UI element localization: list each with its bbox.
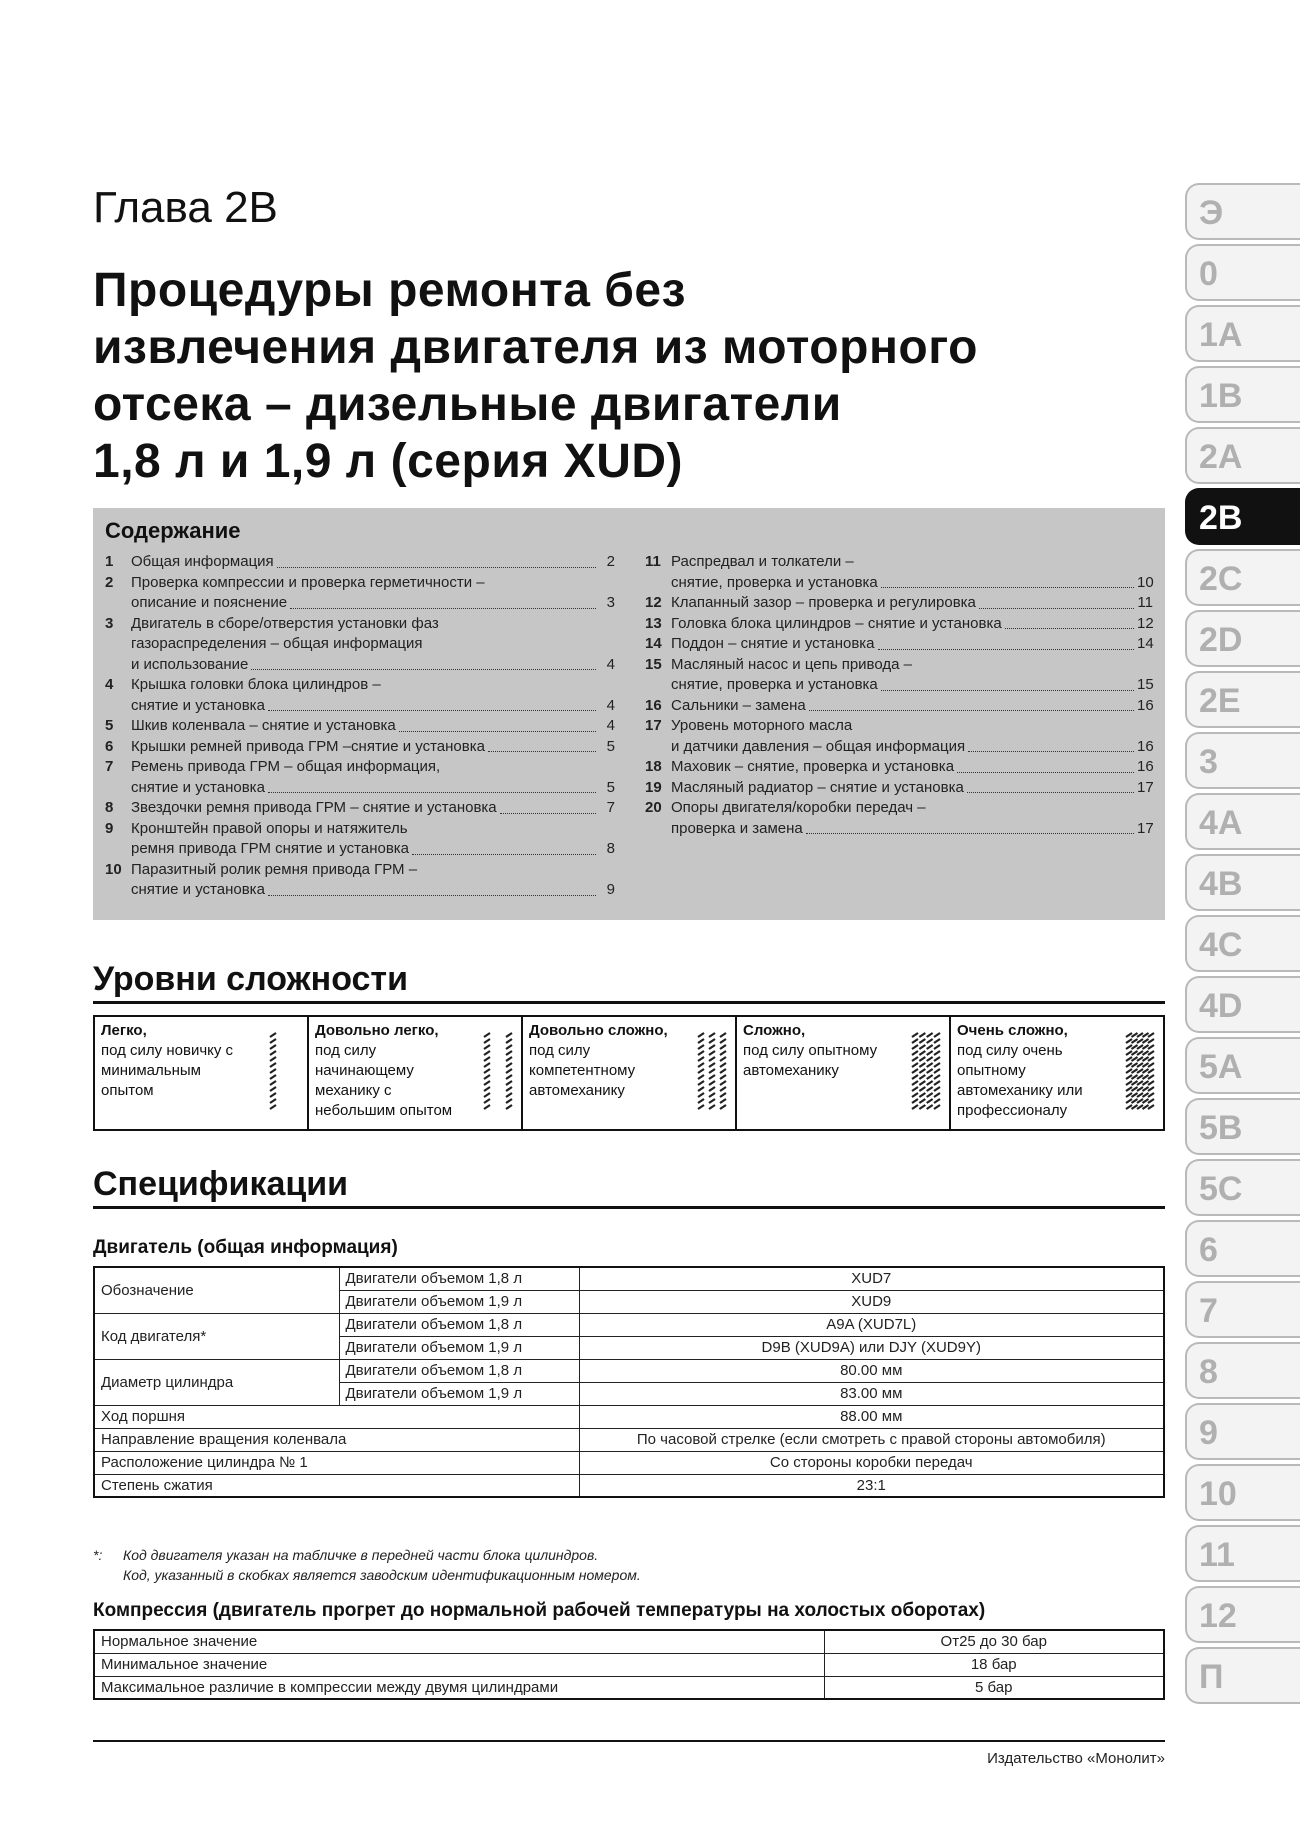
spec-sublabel: Двигатели объемом 1,9 л: [339, 1336, 579, 1359]
spec-label: Ход поршня: [94, 1405, 579, 1428]
toc-number: 15: [645, 655, 662, 673]
difficulty-level: [737, 1017, 951, 1129]
table-row: [94, 1313, 1164, 1336]
table-row: [94, 1267, 1164, 1290]
toc-text: Головка блока цилиндров – снятие и установка: [671, 614, 1002, 632]
spec-value: A9A (XUD7L): [579, 1313, 1164, 1336]
toc-item: [105, 552, 615, 573]
wrench-icon: [269, 1031, 299, 1111]
spec-label: Максимальное различие в компрессии между двумя цилиндрами: [94, 1676, 824, 1699]
contents-box: [93, 508, 1165, 920]
chapter-tab[interactable]: 2D: [1185, 610, 1300, 667]
toc-number: 20: [645, 799, 662, 816]
spec-value: D9B (XUD9A) или DJY (XUD9Y): [579, 1336, 1164, 1359]
spec-value: По часовой стрелке (если смотреть с правой стороны автомобиля): [579, 1428, 1164, 1451]
difficulty-level: [95, 1017, 309, 1129]
table-row: [94, 1676, 1164, 1699]
toc-text: Общая информация: [131, 553, 274, 570]
toc-page: 4: [606, 717, 615, 734]
difficulty-heading: Уровни сложности: [93, 960, 1165, 1004]
engine-spec-table: [93, 1266, 1165, 1498]
difficulty-level: [951, 1017, 1163, 1129]
toc-item: [645, 634, 1153, 655]
table-row: [94, 1474, 1164, 1497]
spec-value: 18 бар: [824, 1653, 1164, 1676]
toc-text: Поддон – снятие и установка: [671, 635, 875, 652]
spec-sublabel: Двигатели объемом 1,9 л: [339, 1382, 579, 1405]
toc-text: Масляный насос и цепь привода –: [671, 655, 912, 673]
footnote-mark: *:: [93, 1547, 103, 1563]
difficulty-text: под силу опытному автомеханику: [743, 1042, 878, 1079]
difficulty-title: Легко,: [101, 1022, 147, 1039]
toc-number: 17: [645, 717, 662, 734]
toc-text: Шкив коленвала – снятие и установка: [131, 717, 396, 734]
chapter-tab[interactable]: 2A: [1185, 427, 1300, 484]
spec-sublabel: Двигатели объемом 1,8 л: [339, 1267, 579, 1290]
title-line: отсека – дизельные двигатели: [93, 378, 842, 431]
toc-item: [645, 655, 1153, 696]
chapter-tab[interactable]: 4C: [1185, 915, 1300, 972]
difficulty-level: [523, 1017, 737, 1129]
spec-label: Расположение цилиндра № 1: [94, 1451, 579, 1474]
toc-item: [645, 778, 1153, 799]
toc-item: [105, 675, 615, 716]
contents-heading: Содержание: [105, 518, 241, 543]
title-line: извлечения двигателя из моторного: [93, 321, 978, 374]
toc-item: [645, 593, 1153, 614]
toc-item: [105, 716, 615, 737]
chapter-tab[interactable]: 4B: [1185, 854, 1300, 911]
toc-text: газораспределения – общая информация: [131, 635, 423, 652]
toc-page: 2: [606, 553, 615, 570]
spec-value: 23:1: [579, 1474, 1164, 1497]
wrench-icon: [911, 1031, 941, 1111]
wrench-icon: [697, 1031, 727, 1111]
spec-value: От25 до 30 бар: [824, 1630, 1164, 1653]
table-row: [94, 1405, 1164, 1428]
chapter-tab[interactable]: 11: [1185, 1525, 1300, 1582]
toc-item: [645, 552, 1153, 593]
toc-item: [645, 614, 1153, 635]
toc-page: 16: [1137, 696, 1154, 714]
toc-page: 4: [606, 696, 615, 714]
toc-text: Двигатель в сборе/отверстия установки фаз: [131, 614, 439, 632]
spec-value: 80.00 мм: [579, 1359, 1164, 1382]
difficulty-title: Довольно сложно,: [529, 1022, 668, 1039]
chapter-tab[interactable]: 3: [1185, 732, 1300, 789]
toc-number: 6: [105, 737, 114, 755]
chapter-tab[interactable]: 9: [1185, 1403, 1300, 1460]
title-line: Процедуры ремонта без: [93, 264, 686, 317]
toc-number: 12: [645, 594, 662, 611]
footnote: [93, 1545, 641, 1585]
toc-number: 9: [105, 819, 114, 837]
specs-heading: Спецификации: [93, 1165, 1165, 1209]
table-row: [94, 1653, 1164, 1676]
toc-text: и датчики давления – общая информация: [671, 737, 966, 755]
toc-page: 14: [1137, 635, 1154, 652]
table-row: [94, 1359, 1164, 1382]
toc-text: Опоры двигателя/коробки передач –: [671, 799, 926, 816]
toc-text: Сальники – замена: [671, 696, 806, 714]
spec-value: 83.00 мм: [579, 1382, 1164, 1405]
toc-page: 10: [1137, 573, 1154, 591]
compression-heading: Компрессия (двигатель прогрет до нормальной рабочей температуры на холостых оборотах): [93, 1600, 986, 1621]
spec-value: XUD7: [579, 1267, 1164, 1290]
spec-label: Диаметр цилиндра: [94, 1359, 339, 1405]
toc-number: 14: [645, 635, 662, 652]
wrench-icon: [483, 1031, 513, 1111]
chapter-tab[interactable]: Э: [1185, 183, 1300, 240]
toc-page: 5: [606, 778, 615, 796]
chapter-tab[interactable]: П: [1185, 1647, 1300, 1704]
chapter-tab[interactable]: 1A: [1185, 305, 1300, 362]
toc-number: 13: [645, 614, 662, 632]
difficulty-text: под силу начинающему механику с небольшим опытом: [315, 1042, 453, 1119]
spec-sublabel: Двигатели объемом 1,9 л: [339, 1290, 579, 1313]
toc-page: 17: [1137, 819, 1154, 837]
spec-sublabel: Двигатели объемом 1,8 л: [339, 1359, 579, 1382]
spec-value: XUD9: [579, 1290, 1164, 1313]
toc-number: 3: [105, 614, 114, 632]
toc-item: [105, 737, 615, 758]
toc-text: снятие, проверка и установка: [671, 573, 878, 591]
table-row: [94, 1451, 1164, 1474]
toc-text: Уровень моторного масла: [671, 717, 853, 734]
toc-item: [105, 819, 615, 860]
chapter-tab[interactable]: 0: [1185, 244, 1300, 301]
difficulty-title: Сложно,: [743, 1022, 806, 1039]
chapter-tab[interactable]: 5C: [1185, 1159, 1300, 1216]
chapter-tab[interactable]: 5A: [1185, 1037, 1300, 1094]
toc-item: [105, 798, 615, 819]
toc-page: 15: [1137, 676, 1154, 693]
toc-number: 16: [645, 696, 662, 714]
chapter-tab[interactable]: 12: [1185, 1586, 1300, 1643]
toc-page: 9: [606, 881, 615, 898]
toc-text: снятие и установка: [131, 778, 265, 796]
toc-item: [645, 798, 1153, 839]
toc-text: Масляный радиатор – снятие и установка: [671, 778, 964, 796]
chapter-tab[interactable]: 10: [1185, 1464, 1300, 1521]
chapter-tab[interactable]: 8: [1185, 1342, 1300, 1399]
toc-page: 16: [1137, 758, 1154, 775]
spec-value: 5 бар: [824, 1676, 1164, 1699]
spec-label: Направление вращения коленвала: [94, 1428, 579, 1451]
spec-label: Обозначение: [94, 1267, 339, 1313]
toc-text: ремня привода ГРМ снятие и установка: [131, 840, 410, 857]
toc-item: [105, 573, 615, 614]
toc-page: 8: [606, 840, 615, 857]
chapter-tab[interactable]: 6: [1185, 1220, 1300, 1277]
wrench-icon: [1125, 1031, 1155, 1111]
toc-text: Ремень привода ГРМ – общая информация,: [131, 758, 441, 775]
toc-text: Проверка компрессии и проверка герметичности –: [131, 573, 485, 591]
chapter-tab[interactable]: 4D: [1185, 976, 1300, 1033]
difficulty-text: под силу компетентному автомеханику: [529, 1042, 636, 1099]
engine-heading: Двигатель (общая информация): [93, 1237, 398, 1258]
chapter-tabs: [1185, 183, 1300, 1708]
toc-number: 8: [105, 799, 114, 816]
toc-text: Кронштейн правой опоры и натяжитель: [131, 819, 408, 837]
toc-column-left: [105, 552, 615, 901]
toc-text: проверка и замена: [671, 819, 803, 837]
spec-value: 88.00 мм: [579, 1405, 1164, 1428]
toc-page: 16: [1137, 737, 1154, 755]
toc-page: 17: [1137, 778, 1154, 796]
difficulty-title: Довольно легко,: [315, 1022, 439, 1039]
footer-divider: [93, 1740, 1165, 1742]
toc-number: 5: [105, 717, 114, 734]
toc-text: Крышки ремней привода ГРМ –снятие и установка: [131, 737, 485, 755]
toc-text: Крышка головки блока цилиндров –: [131, 676, 381, 693]
toc-item: [645, 696, 1153, 717]
toc-text: Звездочки ремня привода ГРМ – снятие и установка: [131, 799, 497, 816]
toc-item: [105, 614, 615, 676]
spec-label: Минимальное значение: [94, 1653, 824, 1676]
footnote-text: Код двигателя указан на табличке в передней части блока цилиндров.: [123, 1547, 599, 1563]
difficulty-table: [93, 1015, 1165, 1131]
toc-text: и использование: [131, 655, 249, 673]
chapter-tab[interactable]: 1B: [1185, 366, 1300, 423]
toc-number: 1: [105, 553, 114, 570]
toc-number: 2: [105, 573, 114, 591]
toc-page: 3: [606, 594, 615, 611]
spec-sublabel: Двигатели объемом 1,8 л: [339, 1313, 579, 1336]
toc-column-right: [645, 552, 1153, 839]
compression-table: [93, 1629, 1165, 1700]
difficulty-text: под силу очень опытному автомеханику или профессионалу: [957, 1042, 1083, 1119]
toc-text: описание и пояснение: [131, 594, 288, 611]
toc-text: Маховик – снятие, проверка и установка: [671, 758, 955, 775]
toc-number: 10: [105, 860, 122, 878]
chapter-tab[interactable]: 4A: [1185, 793, 1300, 850]
toc-text: снятие, проверка и установка: [671, 676, 878, 693]
footnote-text: Код, указанный в скобках является заводским идентификационным номером.: [123, 1567, 641, 1583]
chapter-tab[interactable]: 2E: [1185, 671, 1300, 728]
toc-text: Паразитный ролик ремня привода ГРМ –: [131, 860, 418, 878]
toc-page: 12: [1137, 614, 1154, 632]
toc-page: 11: [1137, 594, 1153, 611]
toc-text: снятие и установка: [131, 881, 265, 898]
difficulty-level: [309, 1017, 523, 1129]
toc-page: 4: [606, 655, 615, 673]
toc-number: 4: [105, 676, 114, 693]
toc-page: 7: [606, 799, 615, 816]
table-row: [94, 1630, 1164, 1653]
toc-item: [645, 757, 1153, 778]
toc-number: 7: [105, 758, 114, 775]
toc-item: [105, 757, 615, 798]
difficulty-text: под силу новичку с минимальным опытом: [101, 1042, 234, 1099]
title-line: 1,8 л и 1,9 л (серия XUD): [93, 435, 683, 488]
page-title: [93, 262, 1183, 490]
table-row: [94, 1428, 1164, 1451]
publisher-footer: Издательство «Монолит»: [987, 1750, 1165, 1767]
toc-item: [105, 860, 615, 901]
difficulty-title: Очень сложно,: [957, 1022, 1068, 1039]
toc-number: 11: [645, 553, 661, 570]
spec-label: Нормальное значение: [94, 1630, 824, 1653]
spec-value: Со стороны коробки передач: [579, 1451, 1164, 1474]
toc-text: Клапанный зазор – проверка и регулировка: [671, 594, 976, 611]
chapter-tab[interactable]: 7: [1185, 1281, 1300, 1338]
toc-page: 5: [606, 737, 615, 755]
chapter-label: Глава 2B: [93, 183, 278, 232]
chapter-tab[interactable]: 2B: [1185, 488, 1300, 545]
spec-label: Степень сжатия: [94, 1474, 579, 1497]
toc-text: Распредвал и толкатели –: [671, 553, 854, 570]
toc-number: 19: [645, 778, 662, 796]
toc-text: снятие и установка: [131, 696, 265, 714]
toc-number: 18: [645, 758, 662, 775]
toc-item: [645, 716, 1153, 757]
chapter-tab[interactable]: 2C: [1185, 549, 1300, 606]
chapter-tab[interactable]: 5B: [1185, 1098, 1300, 1155]
spec-label: Код двигателя*: [94, 1313, 339, 1359]
